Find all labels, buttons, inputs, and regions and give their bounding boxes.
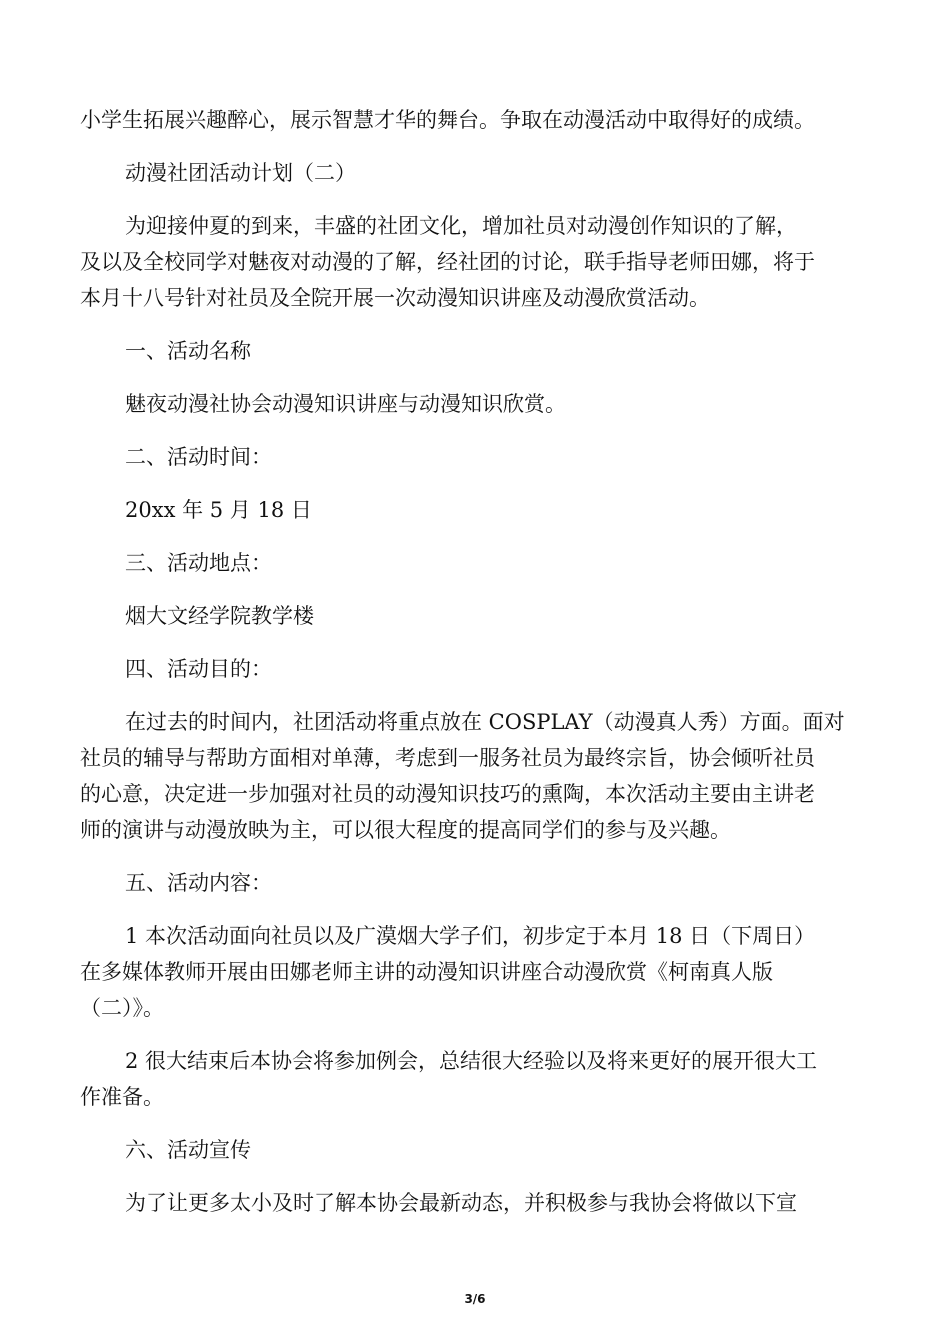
heading-activity-name: 一、活动名称	[125, 339, 251, 363]
paragraph-line: 本月十八号针对社员及全院开展一次动漫知识讲座及动漫欣赏活动。	[80, 286, 710, 310]
paragraph-line: 社员的辅导与帮助方面相对单薄，考虑到一服务社员为最终宗旨，协会倾听社员	[80, 746, 815, 770]
heading-activity-promotion: 六、活动宣传	[125, 1138, 251, 1162]
section-title: 动漫社团活动计划（二）	[125, 161, 356, 185]
heading-activity-time: 二、活动时间：	[125, 445, 272, 469]
paragraph-line: 2 很大结束后本协会将参加例会，总结很大经验以及将来更好的展开很大工	[125, 1049, 818, 1073]
paragraph-line: 的心意，决定进一步加强对社员的动漫知识技巧的熏陶，本次活动主要由主讲老	[80, 782, 815, 806]
paragraph-line: 小学生拓展兴趣醉心，展示智慧才华的舞台。争取在动漫活动中取得好的成绩。	[80, 108, 815, 132]
paragraph-line: 为了让更多太小及时了解本协会最新动态，并积极参与我协会将做以下宣	[125, 1191, 797, 1215]
paragraph-line: 在多媒体教师开展由田娜老师主讲的动漫知识讲座合动漫欣赏《柯南真人版	[80, 960, 773, 984]
paragraph-line: 魅夜动漫社协会动漫知识讲座与动漫知识欣赏。	[125, 392, 566, 416]
paragraph-line: 在过去的时间内，社团活动将重点放在 COSPLAY（动漫真人秀）方面。面对	[125, 710, 845, 734]
paragraph-line: 师的演讲与动漫放映为主，可以很大程度的提高同学们的参与及兴趣。	[80, 818, 731, 842]
heading-activity-content: 五、活动内容：	[125, 871, 272, 895]
paragraph-line: 及以及全校同学对魅夜对动漫的了解，经社团的讨论，联手指导老师田娜，将于	[80, 250, 815, 274]
paragraph-line: 为迎接仲夏的到来，丰盛的社团文化，增加社员对动漫创作知识的了解，	[125, 214, 797, 238]
paragraph-line: 1 本次活动面向社员以及广漠烟大学子们，初步定于本月 18 日（下周日）	[125, 924, 816, 948]
page-number: 3/6	[464, 1292, 486, 1306]
activity-location: 烟大文经学院教学楼	[125, 604, 314, 628]
paragraph-line: 作准备。	[80, 1085, 164, 1109]
activity-date: 20xx 年 5 月 18 日	[125, 498, 312, 522]
heading-activity-purpose: 四、活动目的：	[125, 657, 272, 681]
heading-activity-location: 三、活动地点：	[125, 551, 272, 575]
paragraph-line: （二）》。	[80, 996, 164, 1020]
